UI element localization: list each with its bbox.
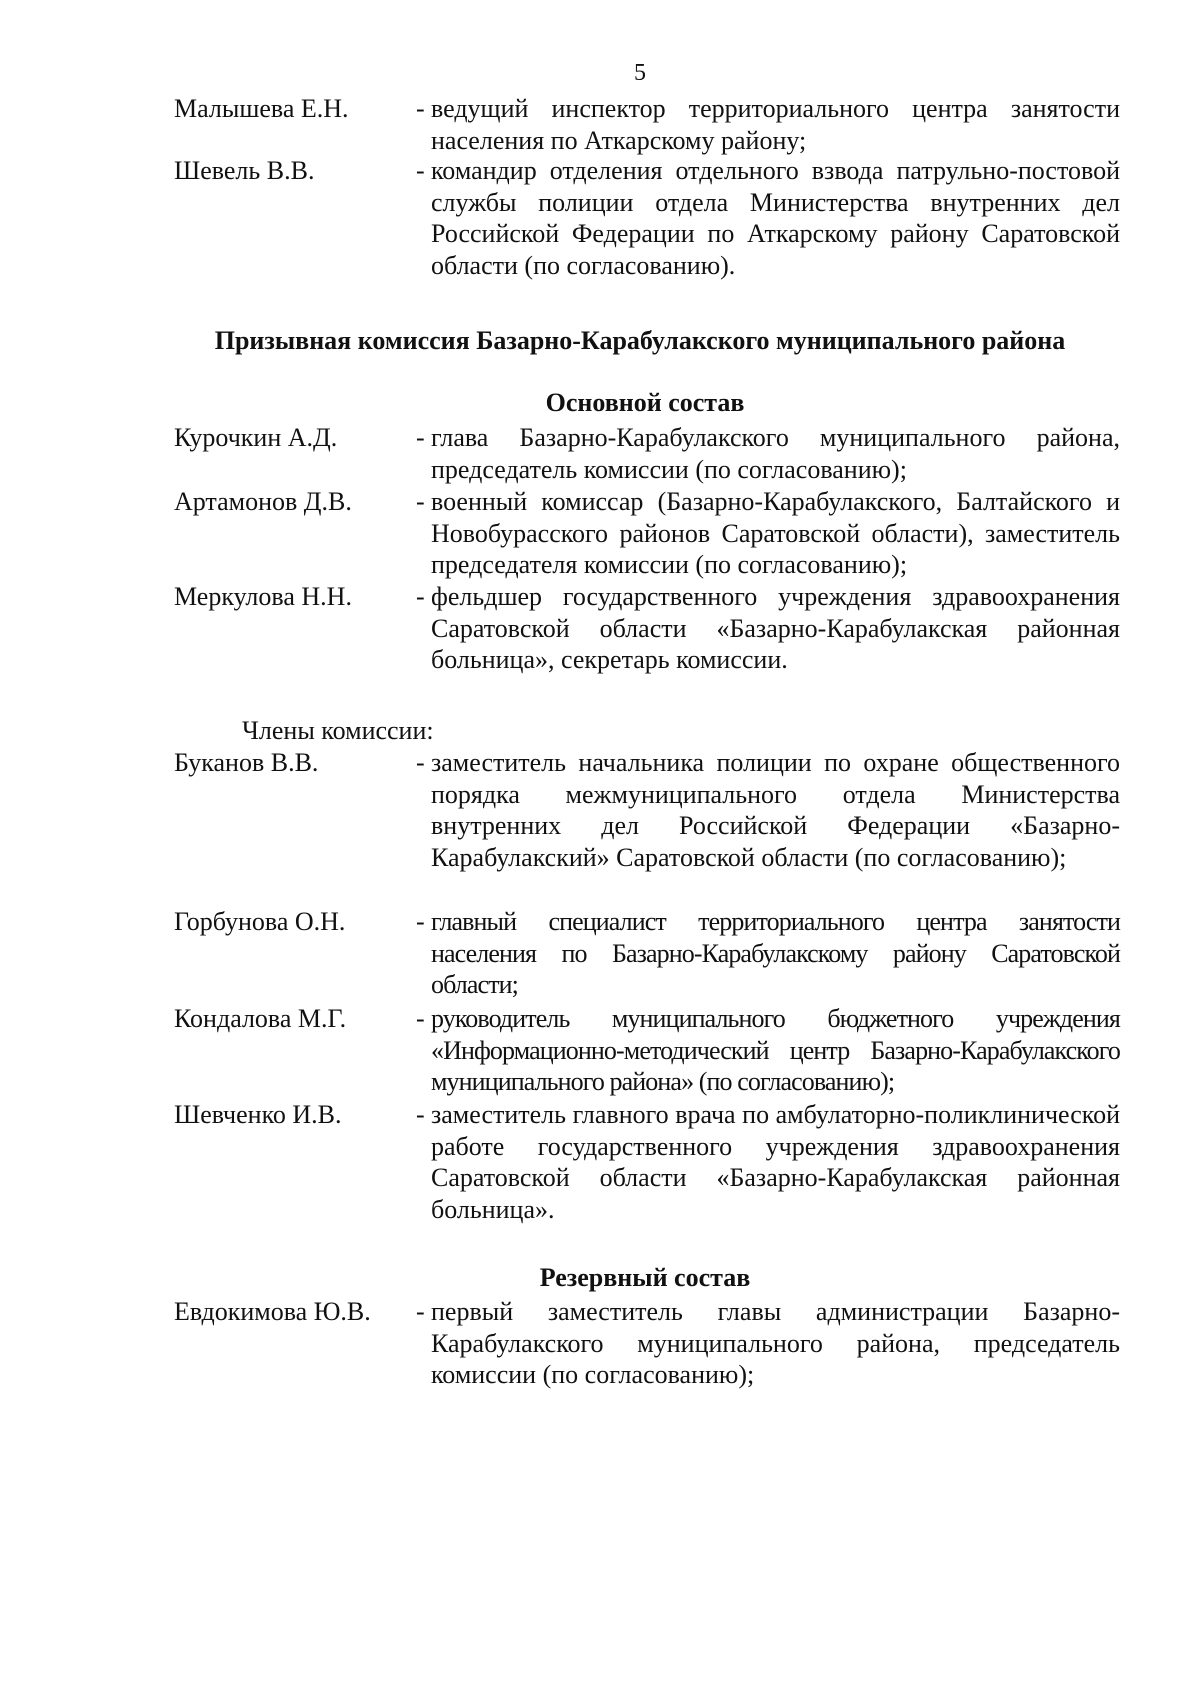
list-item bbox=[174, 1296, 1120, 1391]
dash-separator: - bbox=[416, 1297, 425, 1326]
list-item bbox=[174, 93, 1120, 156]
person-name: Малышева Е.Н. bbox=[174, 94, 349, 123]
list-item bbox=[174, 1003, 1120, 1098]
dash-separator: - bbox=[416, 156, 425, 185]
list-item bbox=[174, 581, 1120, 676]
list-item bbox=[174, 155, 1120, 281]
commission-title: Призывная комиссия Базарно-Карабулакского муниципального района bbox=[214, 326, 1066, 355]
person-name: Евдокимова Ю.В. bbox=[174, 1297, 371, 1326]
person-role: заместитель главного врача по амбулаторно-поликлинической работе государственного учреждения здравоохранения Саратовской области «Базарно-Карабулакская районная больница». bbox=[431, 1100, 1120, 1224]
person-role: главный специалист территориального центра занятости населения по Базарно-Карабулакскому району Саратовской области; bbox=[431, 907, 1120, 999]
person-name: Шевель В.В. bbox=[174, 156, 315, 185]
reserve-composition-title: Резервный состав bbox=[539, 1263, 751, 1292]
main-composition-title: Основной состав bbox=[545, 388, 745, 417]
dash-separator: - bbox=[416, 748, 425, 777]
dash-separator: - bbox=[416, 1100, 425, 1129]
members-label: Члены комиссии: bbox=[242, 716, 434, 745]
person-name: Шевченко И.В. bbox=[174, 1100, 342, 1129]
dash-separator: - bbox=[416, 94, 425, 123]
dash-separator: - bbox=[416, 1004, 425, 1033]
list-item bbox=[174, 422, 1120, 485]
dash-separator: - bbox=[416, 907, 425, 936]
person-name: Горбунова О.Н. bbox=[174, 907, 346, 936]
person-role: глава Базарно-Карабулакского муниципального района, председатель комиссии (по согласованию); bbox=[431, 423, 1120, 484]
person-role: первый заместитель главы администрации Базарно-Карабулакского муниципального района, председатель комиссии (по согласованию); bbox=[431, 1297, 1120, 1389]
person-name: Кондалова М.Г. bbox=[174, 1004, 347, 1033]
person-role: военный комиссар (Базарно-Карабулакского, Балтайского и Новобурасского районов Саратовской области), заместитель председателя комиссии (по согласованию); bbox=[431, 487, 1120, 579]
person-name: Артамонов Д.В. bbox=[174, 487, 352, 516]
dash-separator: - bbox=[416, 487, 425, 516]
list-item bbox=[174, 906, 1120, 1001]
list-item bbox=[174, 747, 1120, 873]
person-role: заместитель начальника полиции по охране общественного порядка межмуниципального отдела Министерства внутренних дел Российской Федерации «Базарно-Карабулакский» Саратовской области (по согласованию); bbox=[431, 748, 1120, 872]
person-role: командир отделения отдельного взвода патрульно-постовой службы полиции отдела Министерства внутренних дел Российской Федерации по Аткарскому району Саратовской области (по согласованию). bbox=[431, 156, 1120, 280]
person-name: Меркулова Н.Н. bbox=[174, 582, 352, 611]
person-role: руководитель муниципального бюджетного учреждения «Информационно-методический центр Базарно-Карабулакского муниципального района» (по согласованию); bbox=[431, 1004, 1120, 1096]
person-name: Курочкин А.Д. bbox=[174, 423, 338, 452]
person-role: ведущий инспектор территориального центра занятости населения по Аткарскому району; bbox=[431, 94, 1120, 155]
list-item bbox=[174, 486, 1120, 581]
dash-separator: - bbox=[416, 582, 425, 611]
person-role: фельдшер государственного учреждения здравоохранения Саратовской области «Базарно-Карабулакская районная больница», секретарь комиссии. bbox=[431, 582, 1120, 674]
list-item bbox=[174, 1099, 1120, 1225]
person-name: Буканов В.В. bbox=[174, 748, 319, 777]
page-number: 5 bbox=[634, 60, 646, 86]
dash-separator: - bbox=[416, 423, 425, 452]
